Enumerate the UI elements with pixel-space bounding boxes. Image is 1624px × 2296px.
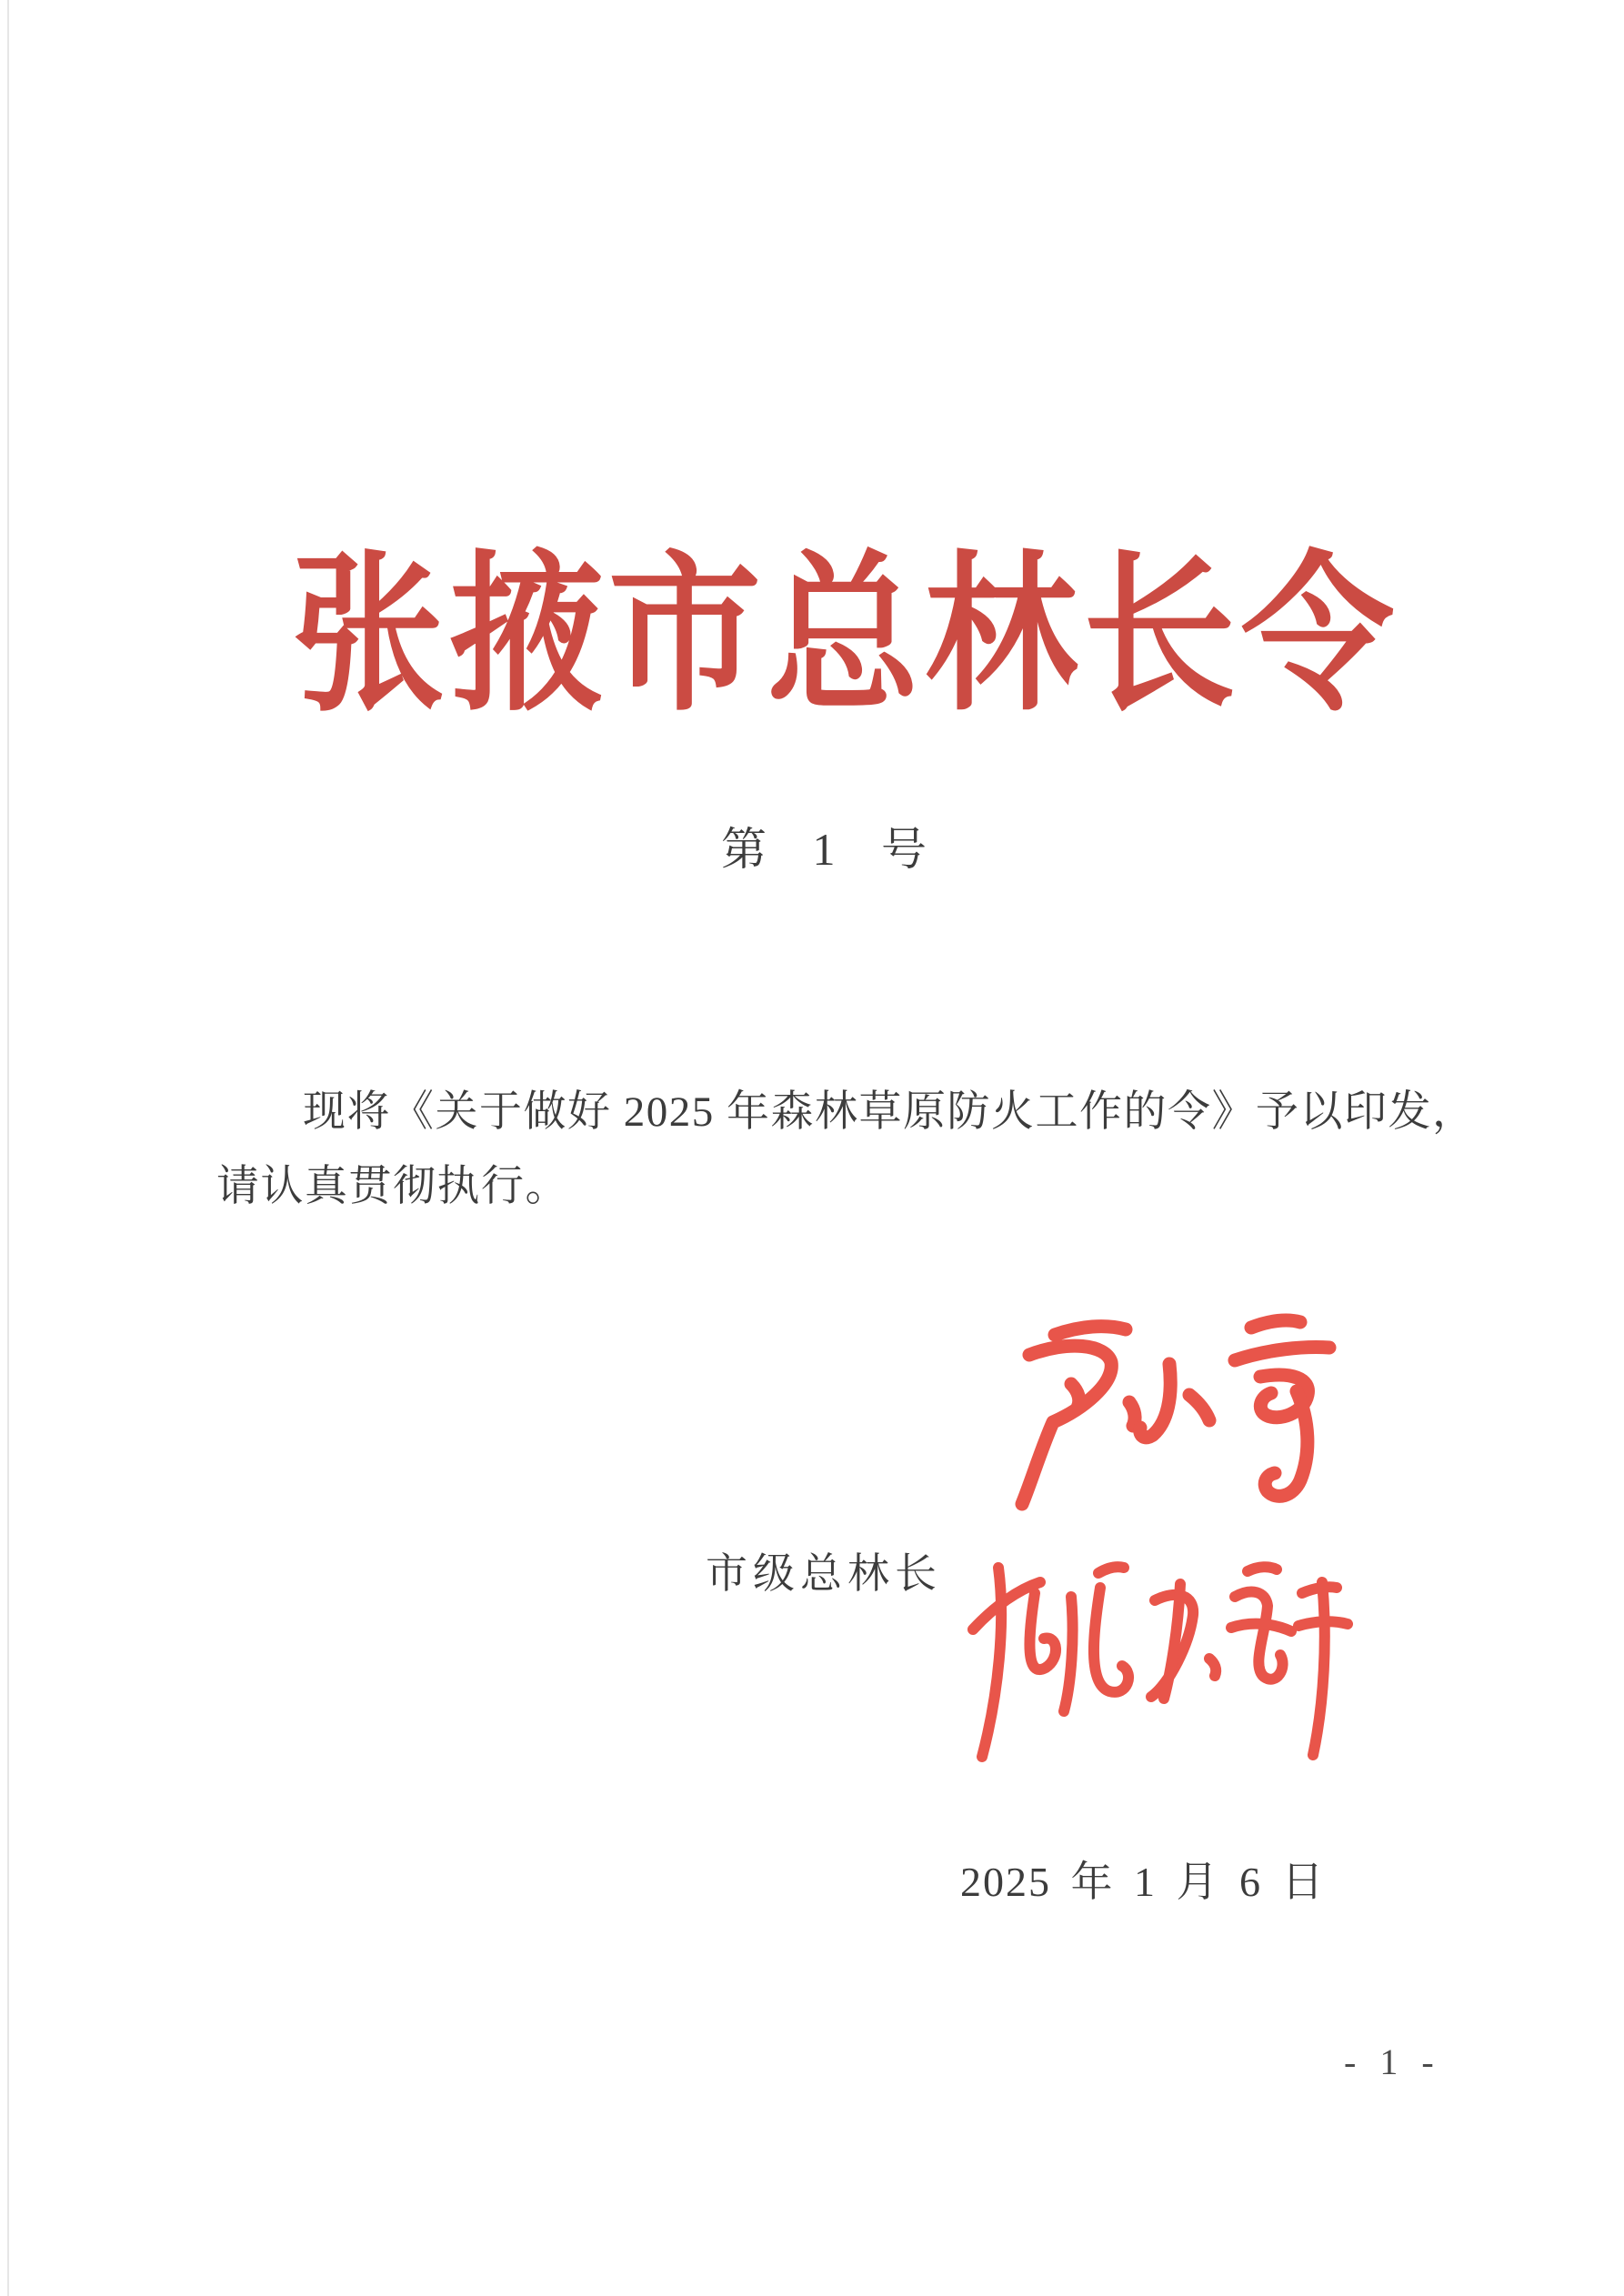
signature-stroke [1251,1320,1300,1328]
signature-stroke [1209,1659,1216,1676]
scan-edge-line [7,0,9,2296]
signature-stroke [1098,1567,1124,1573]
signature-2-handwriting [962,1551,1353,1770]
signature-stroke [1071,1384,1079,1408]
signature-stroke [1235,1348,1329,1360]
issue-number: 第 1 号 [721,824,934,875]
body-text-line-1: 现将《关于做好 2025 年森林草原防火工作的令》予以印发， [303,1088,1477,1136]
signer-title: 市级总林长 [706,1550,942,1597]
signature-stroke [1094,1588,1128,1692]
signature-stroke [1064,1597,1073,1711]
signature-stroke [1029,1593,1056,1669]
page-number: - 1 - [1344,2041,1441,2082]
signature-stroke [1140,1364,1171,1438]
signature-stroke [1235,1592,1283,1679]
signature-stroke [1313,1582,1325,1755]
issue-date: 2025 年 1 月 6 日 [960,1859,1326,1905]
signature-stroke [982,1568,1001,1757]
document-title: 张掖市总林长令 [292,542,1399,732]
signature-stroke [1129,1402,1135,1426]
signature-1-handwriting [991,1308,1355,1517]
body-text-line-2: 请认真贯彻执行。 [216,1163,569,1210]
signature-stroke [1055,1327,1126,1335]
signature-stroke [1248,1567,1277,1571]
signature-stroke [1189,1395,1209,1420]
signature-stroke [1265,1391,1308,1496]
signature-stroke [1022,1346,1111,1504]
